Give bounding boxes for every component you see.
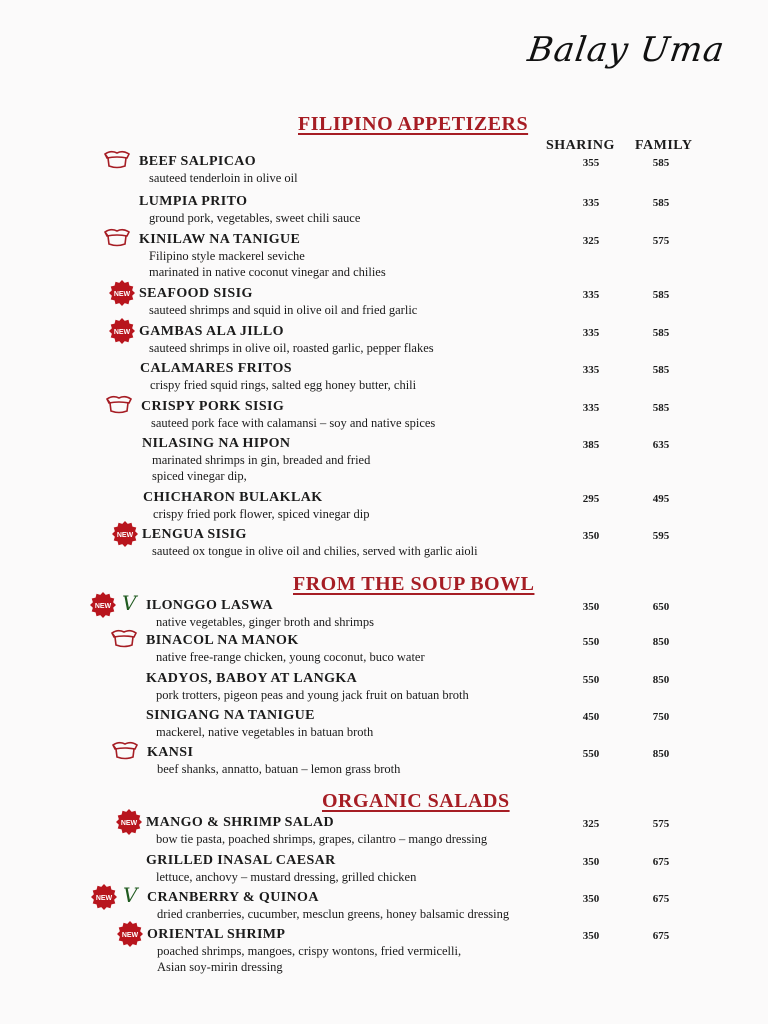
- new-badge-icon: [112, 521, 138, 547]
- new-badge-text: NEW: [94, 603, 112, 610]
- menu-item-description: pork trotters, pigeon peas and young jack fruit on batuan broth: [156, 688, 469, 702]
- menu-item-name: ILONGGO LASWA: [146, 598, 273, 613]
- family-price: 850: [652, 636, 670, 648]
- menu-item-description: sauteed pork face with calamansi – soy and native spices: [151, 416, 436, 430]
- sharing-price: 335: [582, 402, 600, 414]
- menu-item: [146, 707, 373, 740]
- menu-item: [139, 153, 298, 186]
- menu-item-name: BINACOL NA MANOK: [146, 633, 299, 648]
- new-badge-text: NEW: [113, 291, 131, 298]
- sharing-price: 550: [582, 636, 600, 648]
- menu-item-name: SEAFOOD SISIG: [139, 286, 253, 301]
- menu-item: [147, 889, 509, 922]
- menu-item-name: NILASING NA HIPON: [142, 436, 291, 451]
- new-badge-icon: [91, 884, 117, 910]
- menu-item: [143, 489, 369, 522]
- chef-recommended-icon: [103, 227, 131, 249]
- menu-item-description: ground pork, vegetables, sweet chili sauce: [149, 211, 361, 225]
- menu-item-description: marinated shrimps in gin, breaded and fried: [152, 453, 371, 467]
- new-badge-text: NEW: [95, 895, 113, 902]
- sharing-price: 350: [582, 601, 600, 613]
- brand-logo: Balay Uma: [525, 30, 728, 70]
- chef-recommended-icon: [110, 628, 138, 650]
- menu-item-name: GRILLED INASAL CAESAR: [146, 853, 336, 868]
- menu-item: [139, 285, 417, 318]
- menu-item: [141, 398, 435, 431]
- family-price: 850: [652, 674, 670, 686]
- family-price: 635: [652, 439, 670, 451]
- menu-item-description: sauteed ox tongue in olive oil and chilies, served with garlic aioli: [152, 544, 478, 558]
- family-column-header: FAMILY: [635, 138, 693, 153]
- menu-item-description: native vegetables, ginger broth and shrimps: [156, 615, 374, 629]
- menu-item: [146, 814, 487, 847]
- menu-item: [142, 526, 478, 559]
- new-badge-text: NEW: [116, 532, 134, 539]
- menu-item-description: marinated in native coconut vinegar and chilies: [149, 265, 386, 279]
- family-price: 585: [652, 157, 670, 169]
- sharing-price: 550: [582, 674, 600, 686]
- menu-item-name: LENGUA SISIG: [142, 527, 247, 542]
- chef-recommended-icon: [103, 149, 131, 171]
- sharing-price: 295: [582, 493, 600, 505]
- new-badge-text: NEW: [120, 820, 138, 827]
- sharing-price: 350: [582, 530, 600, 542]
- family-price: 585: [652, 197, 670, 209]
- menu-item: [146, 852, 416, 885]
- menu-item-description: crispy fried squid rings, salted egg honey butter, chili: [150, 378, 417, 392]
- family-price: 585: [652, 327, 670, 339]
- vegetarian-icon: V: [123, 883, 138, 907]
- menu-item-name: MANGO & SHRIMP SALAD: [146, 815, 335, 830]
- family-price: 595: [652, 530, 670, 542]
- menu-item: [139, 323, 434, 356]
- menu-item-description: sauteed shrimps and squid in olive oil and fried garlic: [149, 303, 418, 317]
- menu-item: [140, 360, 416, 393]
- menu-item-description: poached shrimps, mangoes, crispy wontons, fried vermicelli,: [157, 944, 462, 958]
- menu-item: [146, 597, 374, 630]
- sharing-price: 350: [582, 893, 600, 905]
- menu-item-name: CRISPY PORK SISIG: [141, 399, 285, 414]
- menu-item: [139, 231, 386, 280]
- sharing-price: 550: [582, 748, 600, 760]
- menu-item-name: KANSI: [147, 745, 194, 760]
- sharing-price: 385: [582, 439, 600, 451]
- menu-item-description: lettuce, anchovy – mustard dressing, grilled chicken: [156, 870, 417, 884]
- menu-item-description: Filipino style mackerel seviche: [149, 249, 305, 263]
- menu-item-name: CRANBERRY & QUINOA: [147, 890, 319, 905]
- menu-item-name: ORIENTAL SHRIMP: [147, 927, 286, 942]
- menu-item: [139, 193, 360, 226]
- new-badge-icon: [116, 809, 142, 835]
- menu-item: [146, 670, 469, 703]
- section-title: ORGANIC SALADS: [322, 790, 510, 812]
- sharing-price: 350: [582, 856, 600, 868]
- menu-item-description: Asian soy-mirin dressing: [157, 960, 283, 974]
- family-price: 750: [652, 711, 670, 723]
- menu-item-description: bow tie pasta, poached shrimps, grapes, cilantro – mango dressing: [156, 832, 488, 846]
- new-badge-icon: [117, 921, 143, 947]
- new-badge-icon: [109, 318, 135, 344]
- new-badge-text: NEW: [113, 329, 131, 336]
- menu-item-description: spiced vinegar dip,: [152, 469, 247, 483]
- family-price: 675: [652, 930, 670, 942]
- menu-item-name: LUMPIA PRITO: [139, 194, 248, 209]
- menu-item-name: CHICHARON BULAKLAK: [143, 490, 323, 505]
- sharing-column-header: SHARING: [546, 138, 615, 153]
- chef-recommended-icon: [105, 394, 133, 416]
- menu-item-name: SINIGANG NA TANIGUE: [146, 708, 315, 723]
- new-badge-icon: [90, 592, 116, 618]
- family-price: 585: [652, 402, 670, 414]
- menu-item-description: native free-range chicken, young coconut, buco water: [156, 650, 425, 664]
- sharing-price: 335: [582, 327, 600, 339]
- menu-item: [142, 435, 370, 484]
- menu-item-description: dried cranberries, cucumber, mesclun greens, honey balsamic dressing: [157, 907, 510, 921]
- family-price: 585: [652, 364, 670, 376]
- sharing-price: 335: [582, 289, 600, 301]
- family-price: 575: [652, 818, 670, 830]
- menu-item-name: KADYOS, BABOY AT LANGKA: [146, 671, 358, 686]
- menu-item: [146, 632, 425, 665]
- sharing-price: 325: [582, 235, 600, 247]
- sharing-price: 350: [582, 930, 600, 942]
- sharing-price: 355: [582, 157, 600, 169]
- menu-item-description: mackerel, native vegetables in batuan broth: [156, 725, 374, 739]
- family-price: 495: [652, 493, 670, 505]
- section-title: FROM THE SOUP BOWL: [293, 573, 535, 595]
- new-badge-text: NEW: [121, 932, 139, 939]
- chef-recommended-icon: [111, 740, 139, 762]
- menu-item: [147, 926, 461, 975]
- menu-item: [147, 744, 400, 777]
- menu-item-name: GAMBAS ALA JILLO: [139, 324, 284, 339]
- family-price: 675: [652, 856, 670, 868]
- menu-item-name: KINILAW NA TANIGUE: [139, 232, 301, 247]
- family-price: 585: [652, 289, 670, 301]
- sharing-price: 335: [582, 197, 600, 209]
- menu-item-description: crispy fried pork flower, spiced vinegar dip: [153, 507, 370, 521]
- sharing-price: 335: [582, 364, 600, 376]
- menu-item-description: sauteed tenderloin in olive oil: [149, 171, 298, 185]
- sharing-price: 450: [582, 711, 600, 723]
- new-badge-icon: [109, 280, 135, 306]
- section-title: FILIPINO APPETIZERS: [298, 113, 529, 135]
- family-price: 575: [652, 235, 670, 247]
- family-price: 650: [652, 601, 670, 613]
- menu-item-description: sauteed shrimps in olive oil, roasted garlic, pepper flakes: [149, 341, 434, 355]
- family-price: 675: [652, 893, 670, 905]
- menu-item-name: CALAMARES FRITOS: [140, 361, 292, 376]
- family-price: 850: [652, 748, 670, 760]
- vegetarian-icon: V: [122, 591, 137, 615]
- menu-item-description: beef shanks, annatto, batuan – lemon grass broth: [157, 762, 401, 776]
- menu-item-name: BEEF SALPICAO: [139, 154, 257, 169]
- sharing-price: 325: [582, 818, 600, 830]
